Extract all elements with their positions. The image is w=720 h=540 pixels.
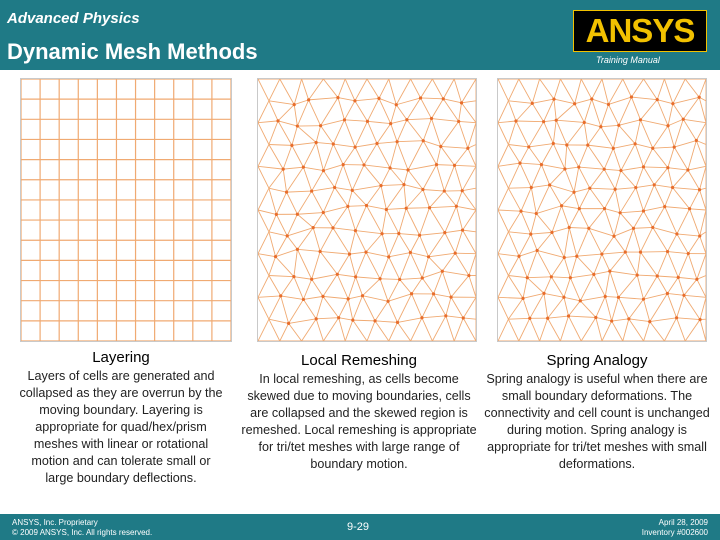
training-manual-label: Training Manual <box>596 55 660 65</box>
course-title: Advanced Physics <box>7 10 140 27</box>
layering-description: Layers of cells are generated and collapsed as they are overrun by the moving boundary. Layering is appropriate for quad/hex/prism meshes with linear or rotational motion and can tolerate small or large boundary deflections. <box>19 369 223 485</box>
page-number: 9-29 <box>347 521 370 533</box>
spring-analogy-triangle-mesh <box>498 79 706 341</box>
ansys-logo <box>573 10 707 52</box>
local-remeshing-title: Local Remeshing <box>301 352 417 369</box>
local-remeshing-mesh-image <box>257 78 477 342</box>
layering-mesh-image <box>20 78 232 342</box>
layering-title: Layering <box>92 349 150 366</box>
footer-date: April 28, 2009 <box>658 518 708 527</box>
local-remeshing-description: In local remeshing, as cells become skewed due to moving boundaries, cells are collapsed and the skewed region is remeshed. Local remeshing is appropriate for tri/tet meshes with large range of boundary motion. <box>241 372 477 471</box>
footer-copyright <box>12 518 152 538</box>
copyright-notice: © 2009 ANSYS, Inc. All rights reserved. <box>12 528 153 537</box>
proprietary-notice: ANSYS, Inc. Proprietary <box>12 518 98 527</box>
inventory-number: Inventory #002600 <box>641 528 708 537</box>
spring-analogy-description: Spring analogy is useful when there are small boundary deformations. The connectivity and cell count is unchanged during motion. Spring analogy is appropriate for tri/tet meshes with small deformations. <box>484 372 710 471</box>
slide-title: Dynamic Mesh Methods <box>7 39 258 64</box>
logo-text: ANSYS <box>585 12 695 49</box>
spring-analogy-title: Spring Analogy <box>546 352 648 369</box>
local-remeshing-triangle-mesh <box>258 79 476 341</box>
spring-analogy-mesh-image <box>497 78 707 342</box>
layering-grid <box>21 79 231 341</box>
footer-date-info <box>642 518 708 538</box>
